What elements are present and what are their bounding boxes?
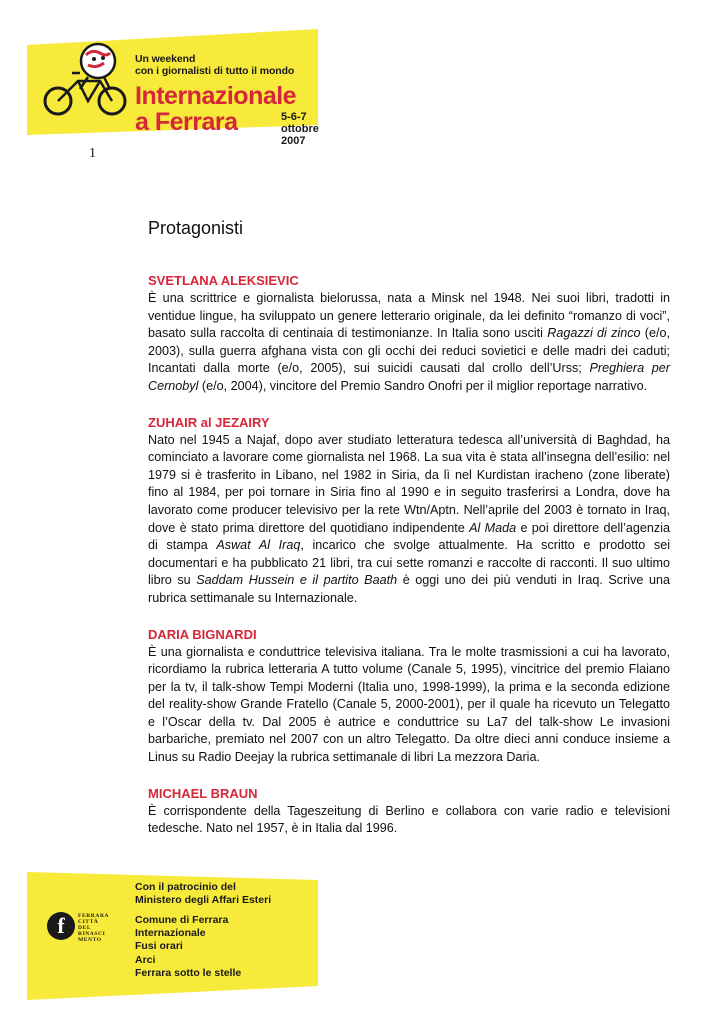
bio-text: (e/o, 2003), sulla guerra afghana vista con gli occhi dei reduci sovietici e delle madri dei caduti; Incantati dalla morte (e/o, 2005), sui suicidi causati dal crollo dell’Urss;	[148, 326, 670, 376]
bio-italic-title: Saddam Hussein e il partito Baath	[196, 573, 398, 588]
festival-title-line-2: a Ferrara	[135, 108, 238, 136]
sponsors-list	[135, 914, 241, 980]
profile-name: DARIA BIGNARDI	[148, 626, 257, 642]
bio-text: (e/o, 2004), vincitore del Premio Sandro Onofri per il miglior reportage narrativo.	[198, 378, 648, 393]
profile-entry	[148, 785, 670, 838]
bio-text: È corrispondente della Tageszeitung di Berlino e collabora con varie radio e televisioni tedesche. Nato nel 1957, è in Italia dal 1996.	[148, 803, 670, 836]
ferrara-logo-word: RINASCI	[78, 931, 106, 937]
bio-italic-title: Preghiera per Cernobyl	[148, 361, 670, 393]
bio-text: È una scrittrice e giornalista bielorussa, nata a Minsk nel 1948. Nei suoi libri, tradotti in ventidue lingue, ha sviluppato un genere letterario originale, da lei definito “romanzo di voci”, basato sulla raccolta di centinaia di testimonianze. In Italia sono usciti	[148, 291, 670, 341]
section-title: Protagonisti	[148, 218, 244, 238]
profile-entry	[148, 414, 670, 608]
page-number: 1	[89, 146, 96, 161]
sponsor-item: Ferrara sotto le stelle	[135, 966, 242, 979]
ferrara-logo-words	[78, 913, 109, 943]
festival-title	[135, 83, 296, 135]
profile-name: SVETLANA ALEKSIEVIC	[148, 273, 299, 288]
profiles-list	[148, 272, 670, 856]
bio-italic-title: Al Mada	[469, 520, 517, 535]
profile-bio	[148, 432, 670, 608]
bio-text: È una giornalista e conduttrice televisiva italiana. Tra le molte trasmissioni a cui ha lavorato, ricordiamo la rubrica letteraria A tutto volume (Canale 5, 1995), vincitrice del premio Flaiano per la tv, il talk-show Tempi Moderni (Italia uno, 1998-1999), la prima e la seconda edizione del reality-show Grande Fratello (Canale 5, 2000-2001), per il quale ha ricevuto un Telegatto e l’Oscar della tv. Dal 2005 è autrice e conduttrice su La7 del talk-show Le invasioni barbariche, premiato nel 2007 con un altro Telegatto. Da oltre dieci anni conduce insieme a Linus su Radio Deejay la rubrica settimanale di libri La mezzora Daria.	[148, 644, 670, 765]
profile-bio	[148, 290, 670, 396]
bio-italic-title: Aswat Al Iraq	[216, 538, 301, 553]
sponsor-item: Internazionale	[135, 927, 206, 940]
ferrara-logo-word: FERRARA	[78, 913, 110, 919]
bio-italic-title: Ragazzi di zinco	[547, 326, 641, 341]
bio-text: Nato nel 1945 a Najaf, dopo aver studiato letteratura tedesca all’università di Baghdad, ha cominciato a lavorare come giornalista nel 1968. La sua vita è stata all’insegna dell’esilio: nel 1979 si è trasferito in Libano, nel 1982 in Siria, da lì nel Kurdistan iracheno (zone liberate) fino al 1984, per poi tornare in Siria fino al 1990 e in seguito trasferirsi a Londra, dove ha lavorato come producer televisivo per la rete Wtn/Aptn. Nell’aprile del 2003 è tornato in Iraq, dove è stato prima direttore del quotidiano indipendente	[148, 432, 670, 535]
tagline-line-1: Un weekend	[135, 53, 196, 65]
profile-name: MICHAEL BRAUN	[148, 785, 258, 801]
sponsor-item: Comune di Ferrara	[135, 914, 229, 926]
tagline-line-2: con i giornalisti di tutto il mondo	[135, 65, 295, 77]
profile-entry	[148, 626, 670, 767]
festival-days: 5-6-7	[281, 111, 307, 123]
bicycle-globe-icon	[40, 41, 132, 121]
ferrara-logo-word: CITTÀ DEL	[78, 919, 99, 931]
patronage-line-2: Ministero degli Affari Esteri	[135, 894, 272, 906]
header-tagline	[135, 53, 294, 77]
profile-entry	[148, 272, 670, 396]
profile-name: ZUHAIR al JEZAIRY	[148, 414, 270, 430]
ferrara-logo-letter: f	[47, 912, 75, 940]
profile-bio	[148, 644, 670, 767]
patronage-text	[135, 881, 271, 907]
festival-month: ottobre 2007	[281, 123, 319, 147]
header-banner	[25, 25, 325, 147]
footer-banner	[25, 868, 325, 1002]
bio-text: è oggi uno dei più venduti in Iraq. Scrive una rubrica settimanale su Internazionale.	[148, 573, 670, 605]
profile-bio	[148, 803, 670, 838]
bio-text: e poi direttore dell’agenzia di stampa	[148, 520, 671, 553]
ferrara-city-logo	[47, 912, 109, 942]
festival-title-line-1: Internazionale	[135, 82, 297, 110]
ferrara-logo-word: MENTO	[78, 937, 102, 943]
patronage-line-1: Con il patrocinio del	[135, 881, 236, 893]
bio-text: , incarico che svolge attualmente. Ha scritto e prodotto sei documentari e ha pubblicato 21 libri, tra cui sette romanzi e raccolte di racconti. Il suo ultimo libro su	[148, 538, 670, 588]
sponsor-item: Arci	[135, 953, 156, 966]
sponsor-item: Fusi orari	[135, 940, 183, 953]
